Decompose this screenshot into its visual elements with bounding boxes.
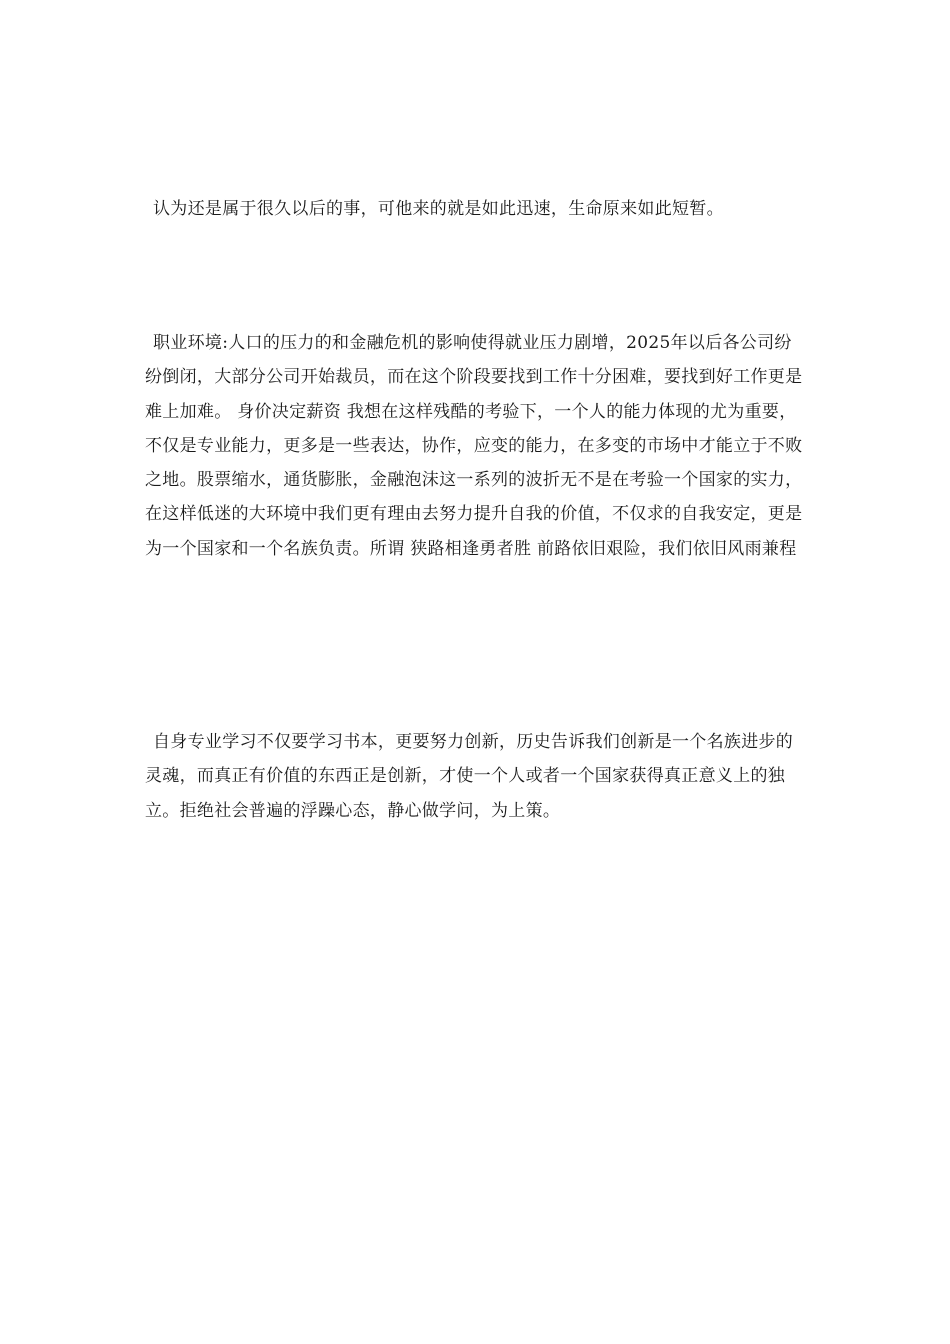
paragraph-professional-study: 自身专业学习不仅要学习书本，更要努力创新，历史告诉我们创新是一个名族进步的灵魂，而真正有价值的东西正是创新，才使一个人或者一个国家获得真正意义上的独立。拒绝社会普遍的浮躁心态，静心做学问，为上策。 bbox=[145, 732, 794, 821]
paragraph-life-brevity: 认为还是属于很久以后的事，可他来的就是如此迅速，生命原来如此短暂。 bbox=[153, 199, 724, 219]
paragraph-career-environment: 职业环境:人口的压力的和金融危机的影响使得就业压力剧增，2025年以后各公司纷纷倒闭，大部分公司开始裁员，而在这个阶段要找到工作十分困难，要找到好工作更是难上加难。 身价决定薪资 我想在这样残酷的考验下，一个人的能力体现的尤为重要，不仅是专业能力，更多是一些表达，协作，应变的能力，在多变的市场中才能立于不败之地。股票缩水，通货膨胀，金融泡沫这一系列的波折无不是在考验一个国家的实力，在这样低迷的大环境中我们更有理由去努力提升自我的价值，不仅求的自我安定，更是为一个国家和一个名族负责。所谓 狭路相逢勇者胜 前路依旧艰险，我们依旧风雨兼程 bbox=[145, 333, 803, 559]
